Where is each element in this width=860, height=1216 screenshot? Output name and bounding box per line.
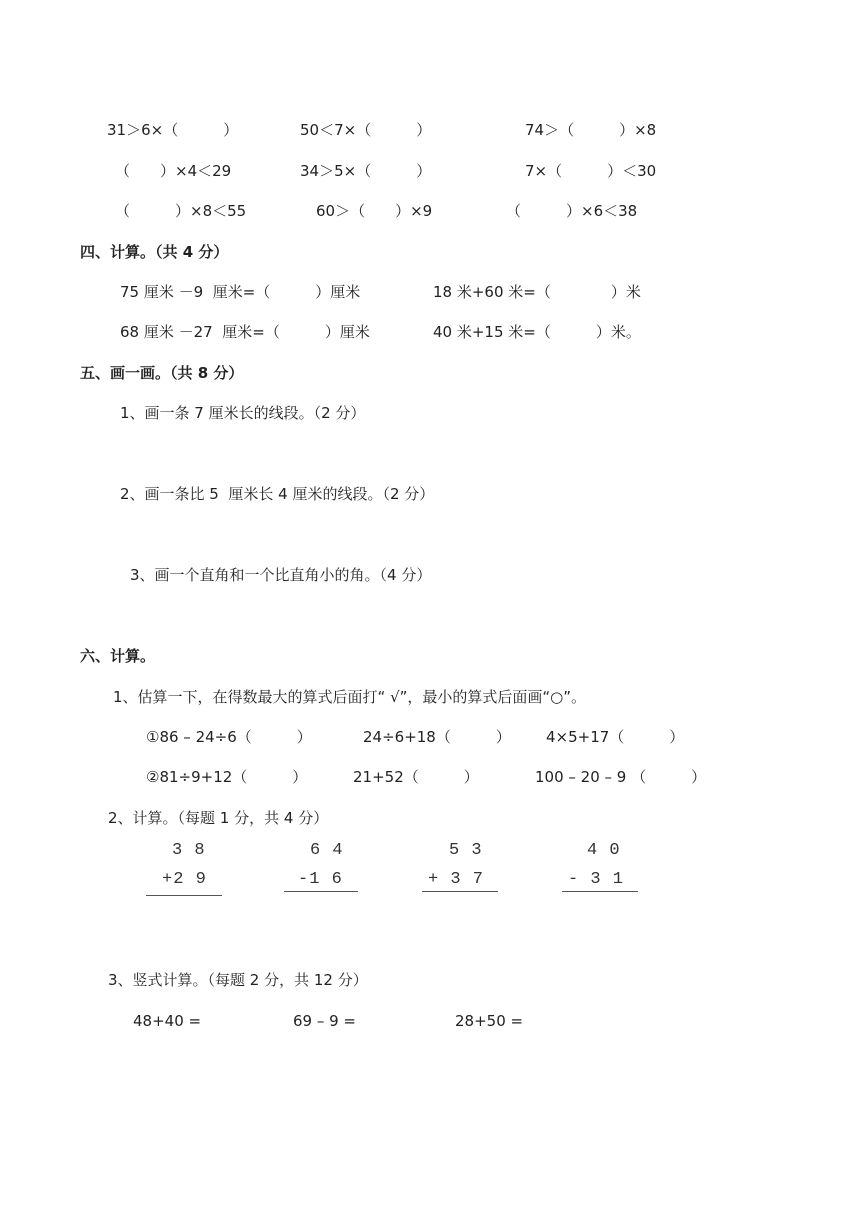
vertical-top-3: 5 3 <box>449 841 483 860</box>
inequality-1: 31＞6×（ ） <box>107 121 239 139</box>
unit-calc-1: 75 厘米 －9 厘米=（ ）厘米 <box>120 283 361 301</box>
column-calc-2: 69 – 9 = <box>293 1012 357 1030</box>
vertical-bottom-1: +2 9 <box>162 870 207 889</box>
vertical-bottom-2: -1 6 <box>298 870 343 889</box>
estimate-expr-1: ①86 – 24÷6（ ） <box>146 728 312 746</box>
inequality-2: 50＜7×（ ） <box>300 121 432 139</box>
inequality-8: 60＞（ ）×9 <box>316 202 433 220</box>
inequality-6: 7×（ ）＜30 <box>525 162 657 180</box>
unit-calc-2: 18 米+60 米=（ ）米 <box>433 283 641 301</box>
vertical-line-4 <box>562 891 638 892</box>
vertical-calc-prompt: 2、计算。（每题 1 分，共 4 分） <box>108 809 329 827</box>
estimate-expr-5: 21+52（ ） <box>353 768 479 786</box>
estimate-expr-6: 100 – 20 – 9 （ ） <box>535 768 707 786</box>
draw-item-2: 2、画一条比 5 厘米长 4 厘米的线段。（2 分） <box>120 485 435 503</box>
vertical-line-1 <box>146 895 222 896</box>
estimate-expr-4: ②81÷9+12（ ） <box>146 768 308 786</box>
inequality-4: （ ）×4＜29 <box>115 162 232 180</box>
estimate-prompt: 1、估算一下，在得数最大的算式后面打“ √”，最小的算式后面画“○”。 <box>113 688 587 706</box>
unit-calc-3: 68 厘米 －27 厘米=（ ）厘米 <box>120 323 370 341</box>
estimate-expr-3: 4×5+17（ ） <box>546 728 685 746</box>
estimate-expr-2: 24÷6+18（ ） <box>363 728 511 746</box>
draw-item-3: 3、画一个直角和一个比直角小的角。（4 分） <box>130 566 432 584</box>
inequality-7: （ ）×8＜55 <box>115 202 247 220</box>
vertical-top-2: 6 4 <box>310 841 344 860</box>
inequality-3: 74＞（ ）×8 <box>525 121 657 139</box>
unit-calc-4: 40 米+15 米=（ ）米。 <box>433 323 641 341</box>
inequality-5: 34＞5×（ ） <box>300 162 432 180</box>
vertical-top-4: 4 0 <box>587 841 621 860</box>
vertical-top-1: 3 8 <box>172 841 206 860</box>
section5-title: 五、画一画。（共 8 分） <box>80 364 244 382</box>
column-calc-1: 48+40 = <box>133 1012 202 1030</box>
vertical-bottom-3: + 3 7 <box>428 870 485 889</box>
section6-title: 六、计算。 <box>80 647 156 665</box>
section4-title: 四、计算。（共 4 分） <box>80 243 229 261</box>
vertical-line-3 <box>422 891 498 892</box>
column-calc-3: 28+50 = <box>455 1012 524 1030</box>
vertical-bottom-4: - 3 1 <box>568 870 625 889</box>
column-calc-prompt: 3、竖式计算。（每题 2 分，共 12 分） <box>108 971 368 989</box>
inequality-9: （ ）×6＜38 <box>506 202 638 220</box>
vertical-line-2 <box>284 891 358 892</box>
draw-item-1: 1、画一条 7 厘米长的线段。（2 分） <box>120 404 366 422</box>
